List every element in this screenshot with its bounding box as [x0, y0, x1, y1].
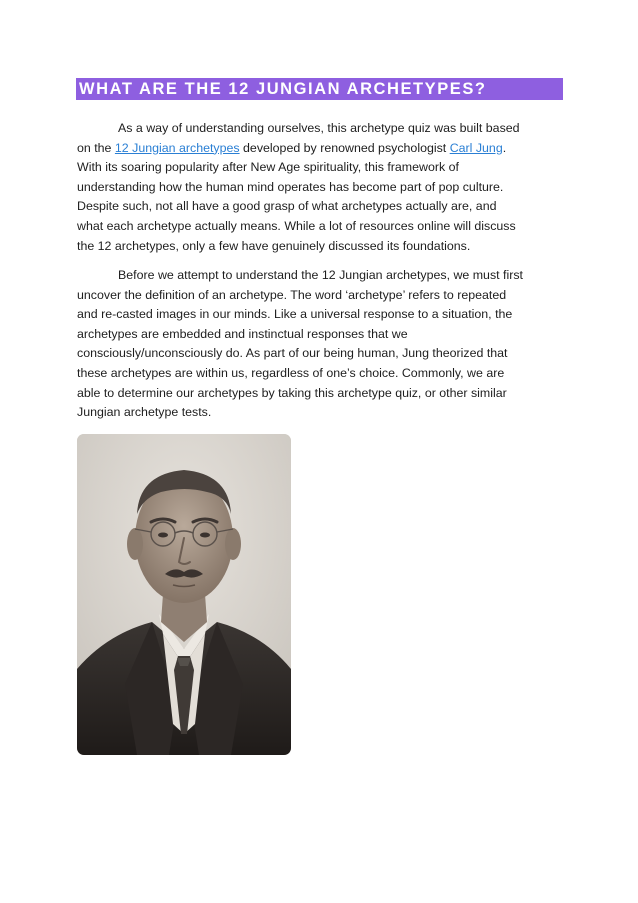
text-run: on the [77, 140, 115, 155]
paragraph-line: able to determine our archetypes by taking this archetype quiz, or other similar [77, 385, 507, 400]
paragraph-line: understanding how the human mind operates has become part of pop culture. [77, 179, 504, 194]
carl-jung-link[interactable]: Carl Jung [449, 140, 503, 155]
paragraph-line: archetypes are embedded and instinctual responses that we [77, 326, 408, 341]
paragraph-line: consciously/unconsciously do. As part of our being human, Jung theorized that [77, 346, 508, 361]
paragraph-line: Jungian archetype tests. [77, 405, 212, 420]
paragraph-line: With its soaring popularity after New Age spirituality, this framework of [77, 160, 459, 175]
portrait-photo [77, 434, 291, 755]
jungian-archetypes-link[interactable]: 12 Jungian archetypes [114, 140, 240, 155]
text-run: . [502, 140, 507, 155]
paragraph-intro [77, 119, 565, 256]
paragraph-line: uncover the definition of an archetype. The word ‘archetype’ refers to repeated [77, 287, 507, 302]
portrait-illustration [77, 434, 291, 755]
text-run: developed by renowned psychologist [239, 140, 450, 155]
paragraph-line: the 12 archetypes, only a few have genuinely discussed its foundations. [77, 238, 471, 253]
paragraph-line: As a way of understanding ourselves, this archetype quiz was built based [118, 121, 520, 135]
paragraph-line [77, 139, 565, 159]
paragraph-definition [77, 266, 565, 423]
paragraph-line: these archetypes are within us, regardless of one’s choice. Commonly, we are [77, 365, 505, 380]
paragraph-line: and re-casted images in our minds. Like a universal response to a situation, the [77, 307, 513, 322]
paragraph-line: what each archetype actually means. While a lot of resources online will discuss [77, 218, 516, 233]
section-heading: WHAT ARE THE 12 JUNGIAN ARCHETYPES? [76, 78, 563, 100]
paragraph-line: Before we attempt to understand the 12 Jungian archetypes, we must first [118, 268, 523, 282]
paragraph-line: Despite such, not all have a good grasp of what archetypes actually are, and [77, 199, 497, 214]
